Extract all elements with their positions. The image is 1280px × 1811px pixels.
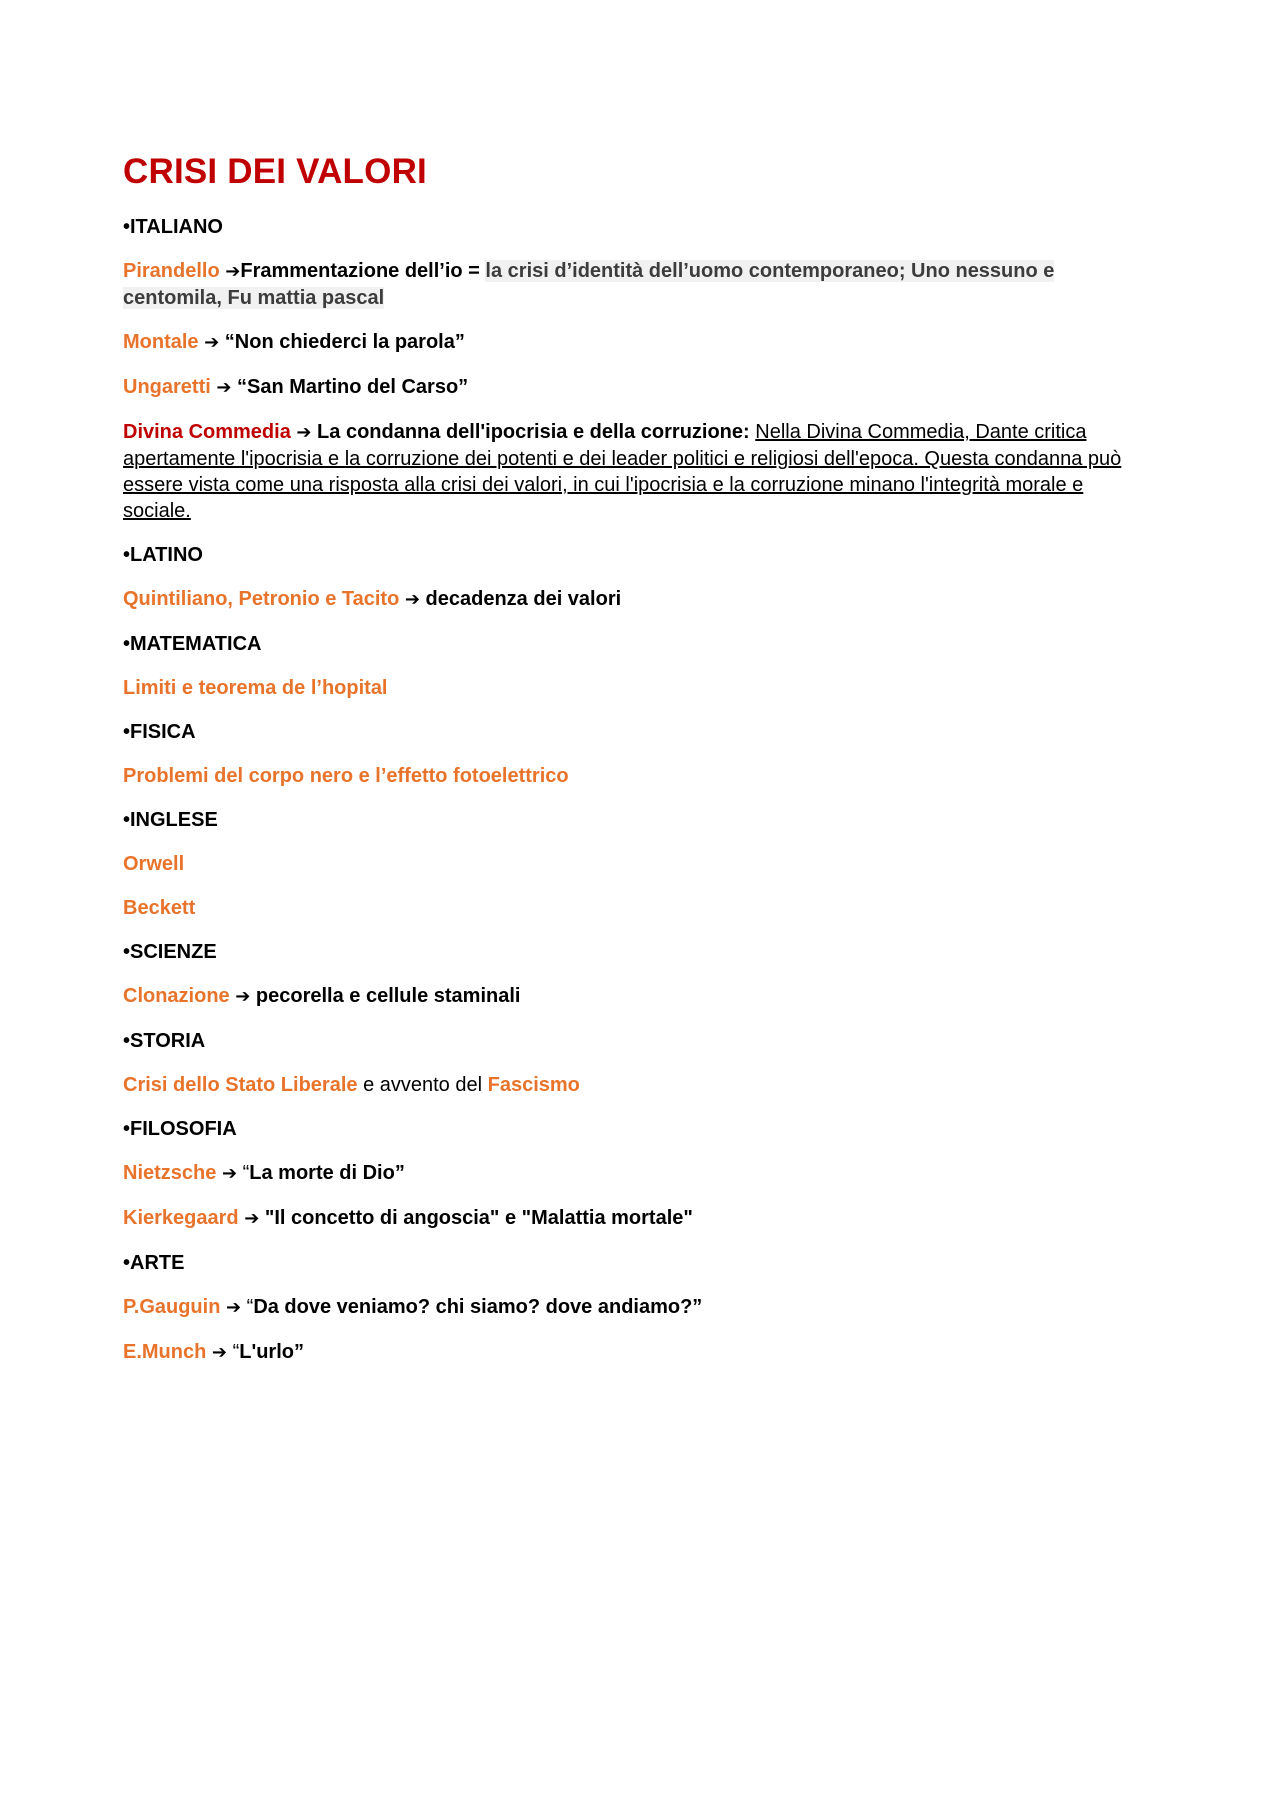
section-heading-storia: •STORIA: [123, 1030, 206, 1052]
topic-fisica: Problemi del corpo nero e l’effetto fotoelettrico: [123, 765, 569, 787]
topic-frammentazione: Frammentazione dell’io =: [240, 260, 486, 282]
topic-latino: decadenza dei valori: [425, 588, 622, 610]
paragraph-divina-commedia: [123, 419, 1153, 524]
section-heading-italiano: •ITALIANO: [123, 216, 223, 238]
arrow-icon: ➔: [216, 377, 232, 398]
paragraph-ungaretti: [123, 374, 1153, 401]
paragraph-gauguin: [123, 1294, 1153, 1321]
detail-clonazione: pecorella e cellule staminali: [255, 985, 521, 1007]
arrow-icon: ➔: [225, 261, 241, 282]
work-divina-commedia: Divina Commedia: [123, 421, 291, 443]
authors-latino: Quintiliano, Petronio e Tacito: [123, 588, 400, 610]
work-nietzsche: La morte di Dio”: [249, 1162, 405, 1184]
paragraph-fisica: [123, 763, 1153, 789]
paragraph-latino: [123, 586, 1153, 613]
section-heading-scienze: •SCIENZE: [123, 941, 217, 963]
divina-text: Nella Divina Commedia, Dante critica apertamente l'ipocrisia e la corruzione dei potenti e dei leader politici e religiosi dell'epoca. Questa condanna può essere vista come una risposta alla crisi dei valori, in cui l'ipocrisia e la corruzione minano l'integrità morale e sociale.: [123, 421, 1122, 522]
topic-clonazione: Clonazione: [123, 985, 230, 1007]
work-gauguin: Da dove veniamo? chi siamo? dove andiamo?”: [253, 1296, 703, 1318]
arrow-icon: ➔: [211, 1342, 227, 1363]
author-munch: E.Munch: [123, 1341, 207, 1363]
author-nietzsche: Nietzsche: [123, 1162, 217, 1184]
arrow-icon: ➔: [235, 986, 251, 1007]
section-heading-inglese: •INGLESE: [123, 809, 218, 831]
paragraph-orwell: [123, 851, 1153, 877]
arrow-icon: ➔: [204, 332, 220, 353]
topic-frammentazione-desc: la crisi d’identità dell’uomo contemporaneo; Uno nessuno e centomila, Fu mattia pascal: [123, 260, 1055, 309]
arrow-icon: ➔: [244, 1208, 260, 1229]
author-montale: Montale: [123, 331, 199, 353]
paragraph-nietzsche: [123, 1160, 1153, 1187]
author-orwell: Orwell: [123, 853, 185, 875]
page-title: CRISI DEI VALORI: [123, 152, 427, 191]
section-heading-matematica: •MATEMATICA: [123, 633, 262, 655]
author-beckett: Beckett: [123, 897, 196, 919]
paragraph-scienze: [123, 983, 1153, 1010]
author-gauguin: P.Gauguin: [123, 1296, 221, 1318]
arrow-icon: ➔: [404, 589, 420, 610]
author-pirandello: Pirandello: [123, 260, 220, 282]
section-heading-arte: •ARTE: [123, 1252, 185, 1274]
storia-connector: e avvento del: [357, 1074, 488, 1096]
arrow-icon: ➔: [221, 1163, 238, 1184]
paragraph-kierkegaard: [123, 1205, 1153, 1232]
section-heading-filosofia: •FILOSOFIA: [123, 1118, 237, 1140]
arrow-icon: ➔: [296, 422, 312, 443]
quote-open: “: [242, 1162, 250, 1184]
quote-open: “: [232, 1341, 240, 1363]
topic-stato-liberale: Crisi dello Stato Liberale: [123, 1074, 358, 1096]
paragraph-pirandello: [123, 258, 1153, 311]
work-ungaretti: “San Martino del Carso”: [237, 376, 469, 398]
paragraph-montale: [123, 329, 1153, 356]
work-kierkegaard: "Il concetto di angoscia" e "Malattia mortale": [264, 1207, 693, 1229]
paragraph-storia: [123, 1072, 1153, 1098]
arrow-icon: ➔: [225, 1297, 242, 1318]
paragraph-beckett: [123, 895, 1153, 921]
paragraph-munch: [123, 1339, 1153, 1366]
quote-open: “: [246, 1296, 254, 1318]
topic-matematica: Limiti e teorema de l’hopital: [123, 677, 388, 699]
divina-heading: La condanna dell'ipocrisia e della corruzione:: [317, 421, 750, 443]
section-heading-latino: •LATINO: [123, 544, 203, 566]
author-ungaretti: Ungaretti: [123, 376, 211, 398]
section-heading-fisica: •FISICA: [123, 721, 196, 743]
author-kierkegaard: Kierkegaard: [123, 1207, 239, 1229]
work-montale: “Non chiederci la parola”: [224, 331, 465, 353]
topic-fascismo: Fascismo: [487, 1074, 580, 1096]
work-munch: L'urlo”: [239, 1341, 304, 1363]
document-content: [123, 152, 1153, 1384]
paragraph-matematica: [123, 675, 1153, 701]
